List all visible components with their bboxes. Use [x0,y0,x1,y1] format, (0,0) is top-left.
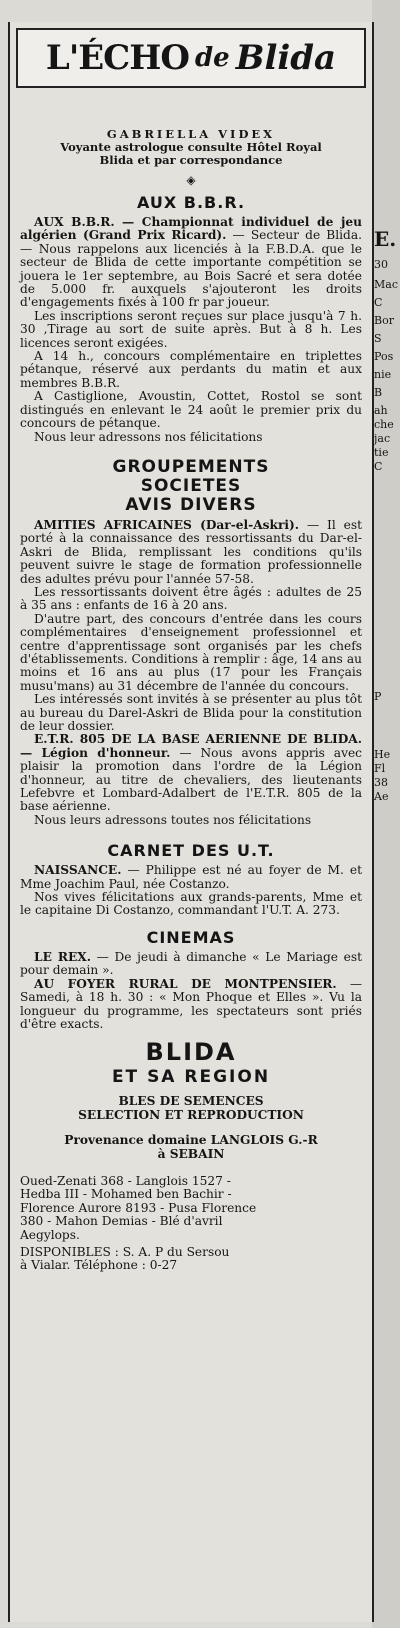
paragraph-lead: — Championnat individuel de jeu algérien (Grand Prix Ricard). [20,215,363,243]
list-item: Aegylops. [20,1227,80,1242]
article-paragraph [20,864,362,891]
edge-text: nie [374,368,392,381]
section-heading: GROUPEMENTS [112,456,270,477]
paragraph-text: — Nous avons appris avec plaisir la promotion dans l'ordre de la Légion d'honneur, au titre de chevaliers, des lieutenants Lefebvre et Lombard-Adalbert de l'E.T.R. 805 de la base aérienne. [20,745,362,814]
provenance-line: Provenance domaine LANGLOIS G.-R [64,1133,318,1148]
section-heading: AVIS DIVERS [125,494,257,515]
subheading: BLES DE SEMENCES [118,1094,264,1109]
article-paragraph: Les ressortissants doivent être âgés : adultes de 25 à 35 ans : enfants de 16 à 20 ans. [20,584,362,613]
edge-text: Fl [374,762,386,775]
section-heading-cinemas: CINEMAS [146,927,236,947]
article-paragraph: Nous leur adressons nos félicitations [34,429,263,444]
article-paragraph: Les intéressés sont invités à se présenter au plus tôt au bureau du Darel-Askri de Blida pour la constitution de leur dossier. [20,692,362,733]
paragraph-lead: AUX B.B.R. [34,215,115,229]
advert-line: Voyante astrologue consulte Hôtel Royal [60,140,322,154]
edge-text: 38 [374,776,388,789]
article-paragraph: A 14 h., concours complémentaire en triplettes pétanque, réservé aux perdants du matin et aux membres B.B.R. [20,349,362,390]
masthead-echo: L'ÉCHO [45,38,189,78]
paragraph-lead: LE REX. [34,949,91,964]
article-paragraph: Les inscriptions seront reçues sur place jusqu'à 7 h. 30 ,Tirage au sort de suite après. But à 8 h. Les licences seront exigées. [20,308,362,350]
edge-text: Mac [374,278,398,291]
masthead-blida: Blida [235,38,337,78]
masthead-de: de [194,43,230,73]
edge-text: E. [374,227,397,251]
paragraph-text: — Samedi, à 18 h. 30 : « Mon Phoque et Elles ». Vu la longueur du programme, les spectateurs sont priés d'être exacts. [20,976,362,1031]
section-heading-region: ET SA REGION [111,1067,271,1088]
edge-text: P [374,690,382,703]
masthead [16,28,366,88]
availability-line: à Vialar. Téléphone : 0-27 [20,1258,178,1273]
paragraph-text: — Secteur de Blida. — Nous rappelons aux licenciés à la F.B.D.A. que le secteur de Blida de cette importante compétition se jouera le 1er septembre, au Bois Sacré et sera dotée de 5.000 fr. auxquels s'ajouteront les droits d'engagements fixés à 100 fr par joueur. [20,228,362,310]
article-paragraph: A Castiglione, Avoustin, Cottet, Rostol se sont distingués en enlevant le 24 août le premier prix du concours de pétanque. [20,389,362,431]
section-heading-blida: BLIDA [145,1038,237,1067]
edge-text: S [374,332,382,345]
article-paragraph [20,978,362,1032]
edge-text: B [374,386,383,399]
list-item: Oued-Zenati 368 - Langlois 1527 - [20,1173,231,1188]
paragraph-text: — Philippe est né au foyer de M. et Mme Joachim Paul, née Costanzo. [20,863,362,891]
section-heading: SOCIETES [140,475,242,496]
paragraph-text: — Il est porté à la connaissance des ressortissants du Dar-el-Askri de Blida, remplissant les conditions qu'ils peuvent suivre le stage de formation professionnelle des adultes prévu pour l'année 57-58. [20,517,363,586]
paragraph-lead: NAISSANCE. [34,863,122,878]
list-item: Hedba III - Mohamed ben Bachir - [20,1187,232,1202]
edge-text: Pos [374,350,394,363]
ornament-icon: ◈ [186,173,196,187]
list-item: Florence Aurore 8193 - Pusa Florence [20,1200,257,1215]
adjacent-column-fragment [372,0,400,1628]
paragraph-lead: AMITIES AFRICAINES (Dar-el-Askri). [34,517,300,532]
edge-text: che [374,418,394,431]
advert-name: GABRIELLA VIDEX [106,127,276,141]
article-paragraph [20,216,362,310]
subheading: SELECTION ET REPRODUCTION [78,1107,304,1122]
edge-text: He [374,748,391,761]
article-column [8,22,374,1622]
provenance-line: à SEBAIN [157,1146,225,1161]
article-paragraph [20,733,362,813]
paragraph-text: — De jeudi à dimanche « Le Mariage est pour demain ». [20,949,362,978]
edge-text: C [374,460,383,473]
edge-text: tie [374,446,389,459]
seed-list [20,1175,362,1242]
edge-text: 30 [374,258,388,271]
edge-text: jac [374,432,391,445]
edge-text: Bor [374,314,394,327]
article-paragraph: Nous leurs adressons toutes nos félicitations [34,812,312,827]
list-item: 380 - Mahon Demias - Blé d'avril [20,1214,223,1229]
advert-block [20,128,362,167]
edge-text: ah [374,404,388,417]
edge-text: C [374,296,383,309]
article-paragraph: D'autre part, des concours d'entrée dans les cours complémentaires d'enseignement professionnel et centre d'apprentissage sont organisés par les chefs d'établissements. Conditions à remplir : âge, 14 ans au moins et 16 ans au plus (17 pour les Français musu'mans) au 31 décembre de l'année du concours. [20,611,362,693]
paragraph-lead: E.T.R. 805 DE LA BASE AERIENNE DE BLIDA. — Légion d'honneur. [20,732,362,760]
section-heading-carnet: CARNET DES U.T. [107,841,275,861]
section-heading-bbr: AUX B.B.R. [136,193,246,212]
edge-text: Ae [374,790,389,803]
article-paragraph [20,951,362,978]
paragraph-lead: AU FOYER RURAL DE MONTPENSIER. [34,976,337,991]
advert-line: Blida et par correspondance [99,153,283,167]
article-paragraph [20,519,362,586]
article-paragraph: Nos vives félicitations aux grands-parents, Mme et le capitaine Di Costanzo, commandant l'U.T. A. 273. [20,890,362,918]
availability-line: DISPONIBLES : S. A. P du Sersou [20,1244,230,1259]
